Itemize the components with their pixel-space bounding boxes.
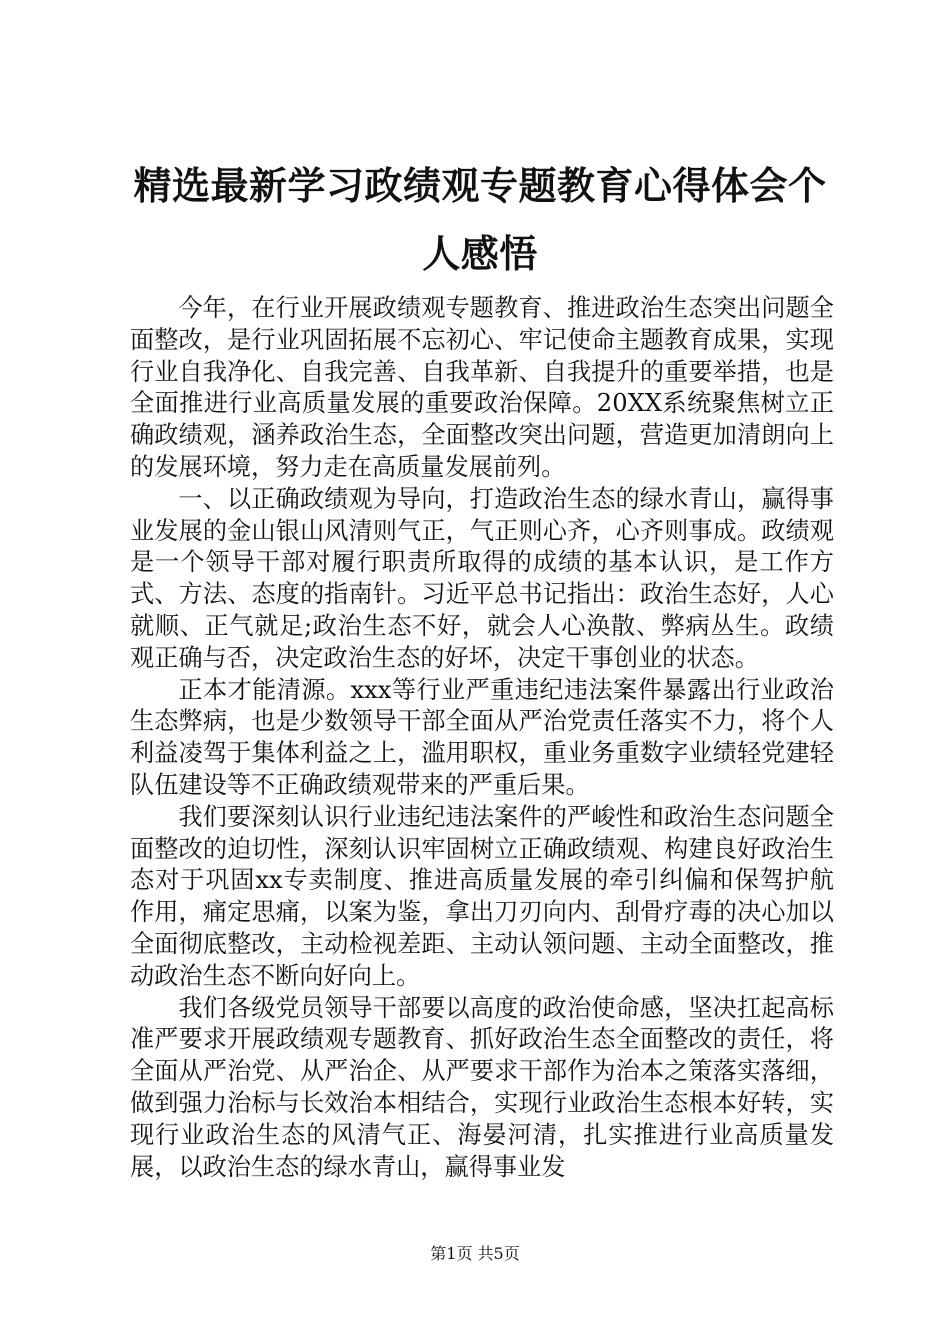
paragraph: 我们要深刻认识行业违纪违法案件的严峻性和政治生态问题全面整改的迫切性，深刻认识牢固树立正确政绩观、构建良好政治生态对于巩固xx专卖制度、推进高质量发展的牵引纠偏和保驾护航作用，痛定思痛，以案为鉴，拿出刀刃向内、刮骨疗毒的决心加以全面彻底整改，主动检视差距、主动认领问题、主动全面整改，推动政治生态不断向好向上。	[130, 802, 834, 990]
paragraph: 一、以正确政绩观为导向，打造政治生态的绿水青山，赢得事业发展的金山银山风清则气正，气正则心齐，心齐则事成。政绩观是一个领导干部对履行职责所取得的成绩的基本认识，是工作方式、方法、态度的指南针。习近平总书记指出：政治生态好，人心就顺、正气就足;政治生态不好，就会人心涣散、弊病丛生。政绩观正确与否，决定政治生态的好坏，决定干事创业的状态。	[130, 484, 834, 672]
paragraph: 今年，在行业开展政绩观专题教育、推进政治生态突出问题全面整改，是行业巩固拓展不忘初心、牢记使命主题教育成果，实现行业自我净化、自我完善、自我革新、自我提升的重要举措，也是全面推进行业高质量发展的重要政治保障。20XX系统聚焦树立正确政绩观，涵养政治生态，全面整改突出问题，营造更加清朗向上的发展环境，努力走在高质量发展前列。	[130, 294, 834, 481]
document-title: 精选最新学习政绩观专题教育心得体会个人感悟	[133, 163, 827, 276]
page-footer: 第1页 共5页	[430, 1244, 520, 1263]
paragraph: 正本才能清源。xxx等行业严重违纪违法案件暴露出行业政治生态弊病，也是少数领导干部全面从严治党责任落实不力，将个人利益凌驾于集体利益之上，滥用职权，重业务重数字业绩轻党建轻队伍建设等不正确政绩观带来的严重后果。	[130, 675, 834, 799]
paragraph: 我们各级党员领导干部要以高度的政治使命感，坚决扛起高标准严要求开展政绩观专题教育、抓好政治生态全面整改的责任，将全面从严治党、从严治企、从严要求干部作为治本之策落实落细，做到强力治标与长效治本相结合，实现行业政治生态根本好转，实现行业政治生态的风清气正、海晏河清，扎实推进行业高质量发展，以政治生态的绿水青山，赢得事业发	[130, 993, 834, 1181]
document-body	[130, 293, 834, 1183]
